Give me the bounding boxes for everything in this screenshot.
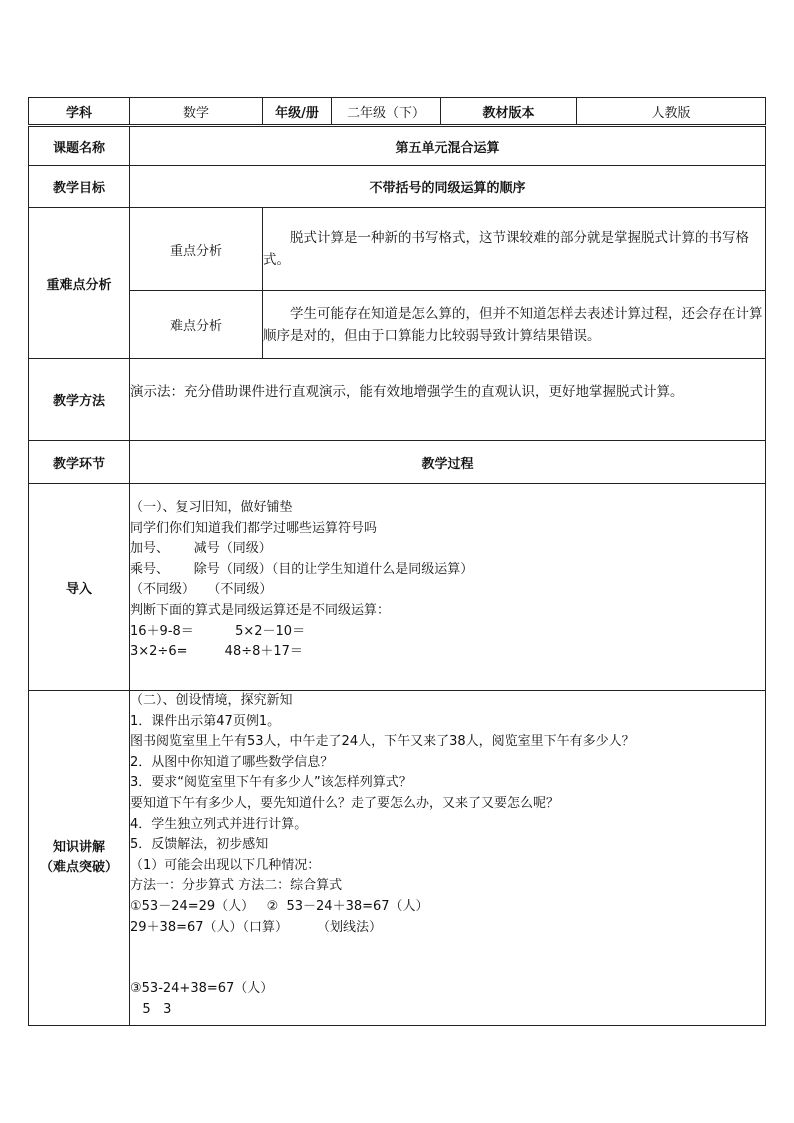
intro-line: （一）、复习旧知，做好铺垫 [130, 500, 293, 515]
process-label: 教学过程 [130, 441, 766, 484]
knowledge-lines [130, 691, 765, 1021]
knowledge-line: 5．反馈解法，初步感知 [130, 837, 269, 853]
method-row [29, 359, 766, 441]
method-label: 教学方法 [29, 359, 130, 441]
intro-line: 判断下面的算式是同级运算还是不同级运算： [130, 602, 391, 618]
edition-label: 教材版本 [441, 98, 577, 126]
key-point-label: 重点分析 [130, 208, 263, 291]
difficult-point-row [29, 291, 766, 359]
intro-row [29, 484, 766, 691]
objective-label: 教学目标 [29, 166, 130, 208]
knowledge-line: 1．课件出示第47页例1。 [130, 713, 281, 729]
intro-line: 同学们你们知道我们都学过哪些运算符号吗 [130, 520, 378, 536]
knowledge-line: ③53-24+38=67（人） [130, 981, 274, 997]
key-point-text: 脱式计算是一种新的书写格式，这节课较难的部分就是掌握脱式计算的书写格式。 [263, 208, 766, 291]
difficult-point-text: 学生可能存在知道是怎么算的，但并不知道怎样去表述计算过程，还会存在计算顺序是对的，但由于口算能力比较弱导致计算结果错误。 [263, 291, 766, 359]
grade-label: 年级/册 [263, 98, 332, 126]
intro-label: 导入 [29, 484, 130, 691]
method-text: 演示法：充分借助课件进行直观演示，能有效地增强学生的直观认识，更好地掌握脱式计算。 [130, 359, 766, 441]
knowledge-line: （二）、创设情境，探究新知 [130, 693, 293, 708]
key-point-row [29, 208, 766, 291]
knowledge-row [29, 691, 766, 1026]
course-row [29, 126, 766, 166]
knowledge-label [29, 691, 130, 1026]
intro-line: 乘号、 除号（同级）（目的让学生知道什么是同级运算） [130, 561, 474, 577]
knowledge-line: 5 3 [130, 1001, 172, 1017]
knowledge-line: （1）可能会出现以下几种情况： [130, 857, 321, 873]
objective-value: 不带括号的同级运算的顺序 [130, 166, 766, 208]
grade-value: 二年级（下） [332, 98, 441, 126]
intro-content [130, 484, 766, 691]
knowledge-line: 29＋38=67（人）（口算） （划线法） [130, 919, 382, 935]
intro-line: 16＋9-8＝ 5×2－10＝ [130, 623, 306, 639]
difficult-point-label: 难点分析 [130, 291, 263, 359]
knowledge-line: 图书阅览室里上午有53人，中午走了24人，下午又来了38人，阅览室里下午有多少人？ [130, 734, 635, 750]
edition-value: 人教版 [577, 98, 766, 126]
knowledge-line: 要知道下午有多少人，要先知道什么？走了要怎么办，又来了又要怎么呢？ [130, 795, 560, 811]
header-row [29, 98, 766, 126]
knowledge-line: 2．从图中你知道了哪些数学信息？ [130, 754, 334, 770]
subject-label: 学科 [29, 98, 130, 126]
knowledge-line: ①53－24=29（人） ② 53－24＋38=67（人） [130, 898, 429, 914]
process-header-row [29, 441, 766, 484]
intro-lines [130, 498, 765, 663]
knowledge-line: 3．要求“阅览室里下午有多少人”该怎样列算式？ [130, 775, 412, 791]
subject-value: 数学 [130, 98, 263, 126]
knowledge-line: 方法一：分步算式 方法二：综合算式 [130, 878, 343, 894]
knowledge-label-line1: 知识讲解 [52, 840, 105, 855]
process-stage-label: 教学环节 [29, 441, 130, 484]
lesson-plan-table [28, 97, 766, 1026]
objective-row [29, 166, 766, 208]
knowledge-label-line2: （难点突破） [39, 860, 118, 875]
knowledge-line [130, 938, 765, 959]
knowledge-content [130, 691, 766, 1026]
knowledge-line: 4．学生独立列式并进行计算。 [130, 816, 308, 832]
course-label: 课题名称 [29, 126, 130, 166]
analysis-label: 重难点分析 [29, 208, 130, 359]
intro-line: 加号、 减号（同级） [130, 541, 272, 557]
course-title: 第五单元混合运算 [130, 126, 766, 166]
knowledge-line [130, 959, 765, 980]
intro-line: 3×2÷6= 48÷8＋17＝ [130, 644, 303, 660]
intro-line: （不同级） （不同级） [130, 582, 273, 598]
